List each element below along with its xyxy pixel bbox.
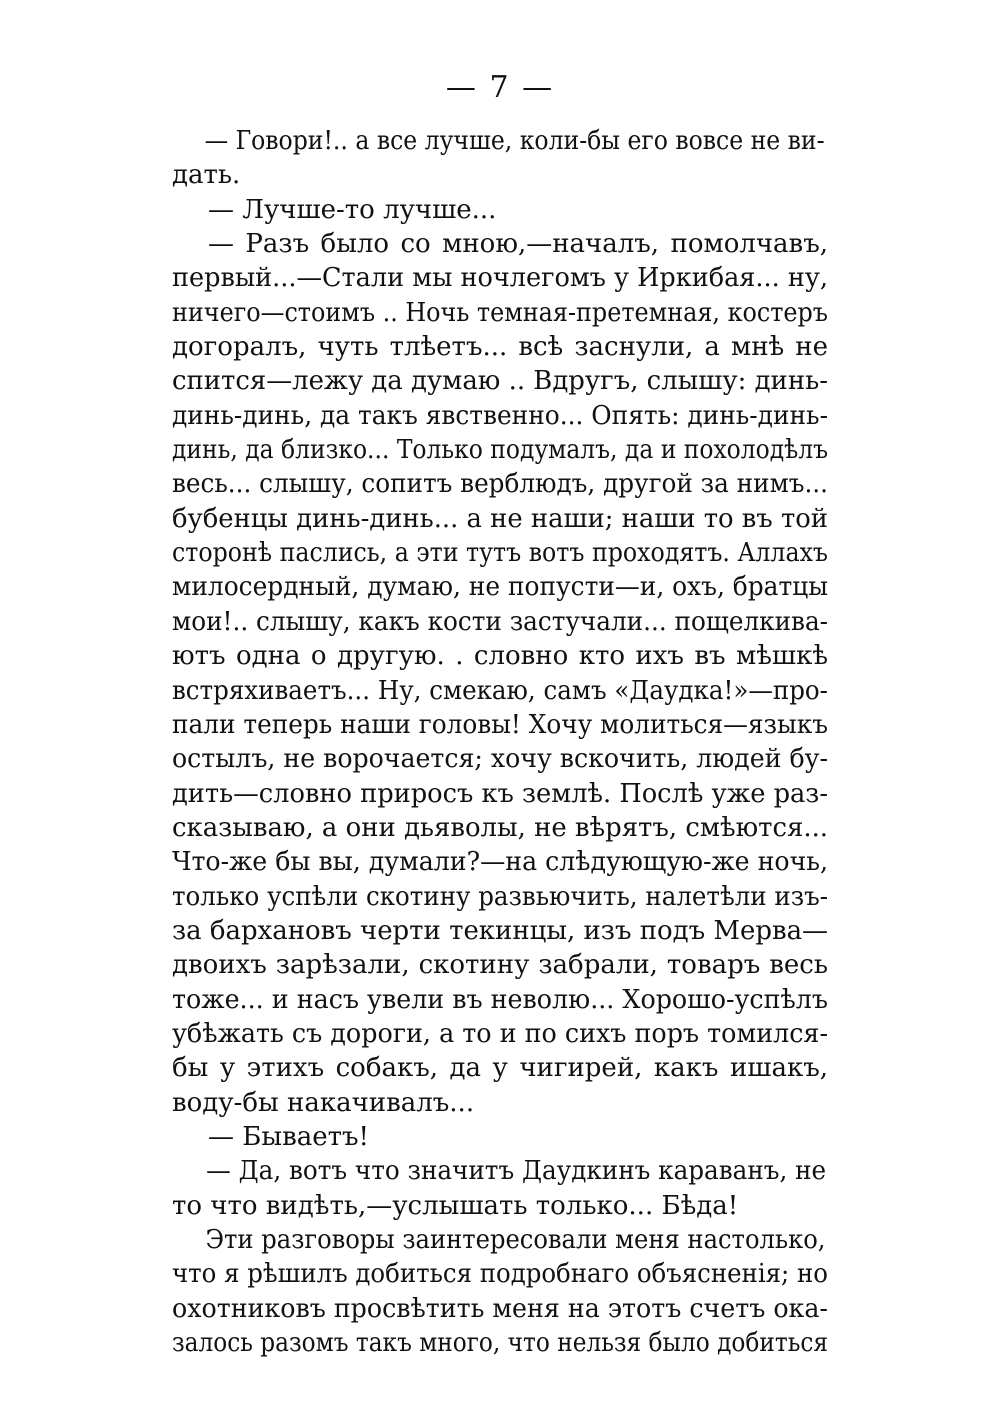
- text-line: — Лучше-то лучше...: [208, 194, 497, 225]
- text-line: сказываю, а они дьяволы, не вѣрятъ, смѣются...: [172, 812, 829, 843]
- text-line: милосердный, думаю, не попусти—и, охъ, братцы: [172, 572, 828, 603]
- text-line: — Разъ было со мною,—началъ, помолчавъ,: [208, 229, 828, 260]
- text-line: тоже... и насъ увели въ неволю... Хорошо-успѣлъ: [172, 984, 828, 1015]
- text-line: спится—лежу да думаю .. Вдругъ, слышу: динь-: [172, 366, 828, 397]
- text-line: динь, да близко... Только подумалъ, да и похолодѣлъ: [172, 435, 828, 466]
- text-line: — Да, вотъ что значитъ Даудкинъ караванъ, не: [206, 1156, 827, 1187]
- page-number: — 7 —: [445, 70, 555, 105]
- text-line: остылъ, не ворочается; хочу вскочить, людей бу-: [172, 744, 828, 775]
- text-line: встряхиваетъ... Ну, смекаю, самъ «Даудка!»—про-: [172, 675, 828, 706]
- text-line: — Говори!.. а все лучше, коли-бы его вовсе не ви-: [204, 126, 825, 156]
- text-line: убѣжать съ дороги, а то и по сихъ поръ томился-: [172, 1018, 829, 1049]
- text-line: охотниковъ просвѣтить меня на этотъ счетъ ока-: [172, 1293, 828, 1324]
- text-line: воду-бы накачивалъ...: [172, 1087, 475, 1118]
- text-line: динь-динь, да такъ явственно... Опять: динь-динь-: [172, 400, 828, 431]
- text-line: бы у этихъ собакъ, да у чигирей, какъ ишакъ,: [172, 1053, 828, 1084]
- text-line: то что видѣть,—услышать только... Бѣда!: [172, 1190, 739, 1221]
- text-line: залось разомъ такъ много, что нельзя было добиться: [172, 1328, 829, 1359]
- text-line: первый...—Стали мы ночлегомъ у Иркибая... ну,: [172, 263, 829, 294]
- text-line: дать.: [172, 160, 241, 191]
- text-line: пали теперь наши головы! Хочу молиться—языкъ: [172, 709, 829, 740]
- text-line: дить—словно приросъ къ землѣ. Послѣ уже раз-: [172, 778, 828, 809]
- text-line: ничего—стоимъ .. Ночь темная-претемная, костеръ: [172, 297, 828, 328]
- text-line: двоихъ зарѣзали, скотину забрали, товаръ весь: [172, 950, 828, 981]
- text-line: — Бываетъ!: [208, 1121, 369, 1152]
- text-line: мои!.. слышу, какъ кости застучали... пощелкива-: [172, 606, 829, 637]
- text-line: Что-же бы вы, думали?—на слѣдующую-же ночь,: [172, 847, 828, 878]
- text-line: догоралъ, чуть тлѣетъ... всѣ заснули, а мнѣ не: [172, 332, 828, 363]
- page-text: [172, 124, 828, 1360]
- text-line: за бархановъ черти текинцы, изъ подъ Мерва—: [172, 915, 829, 946]
- text-line: весь... слышу, сопитъ верблюдъ, другой за нимъ...: [172, 469, 828, 500]
- text-line: что я рѣшилъ добиться подробнаго объясненія; но: [172, 1259, 829, 1290]
- text-line: только успѣли скотину развьючить, налетѣли изъ-: [172, 881, 828, 912]
- text-line: ютъ одна о другую. . словно кто ихъ въ мѣшкѣ: [172, 641, 828, 672]
- text-line: сторонѣ паслись, а эти тутъ вотъ проходятъ. Аллахъ: [172, 538, 829, 569]
- text-line: Эти разговоры заинтересовали меня настолько,: [205, 1225, 826, 1255]
- text-line: бубенцы динь-динь... а не наши; наши то въ той: [172, 503, 829, 534]
